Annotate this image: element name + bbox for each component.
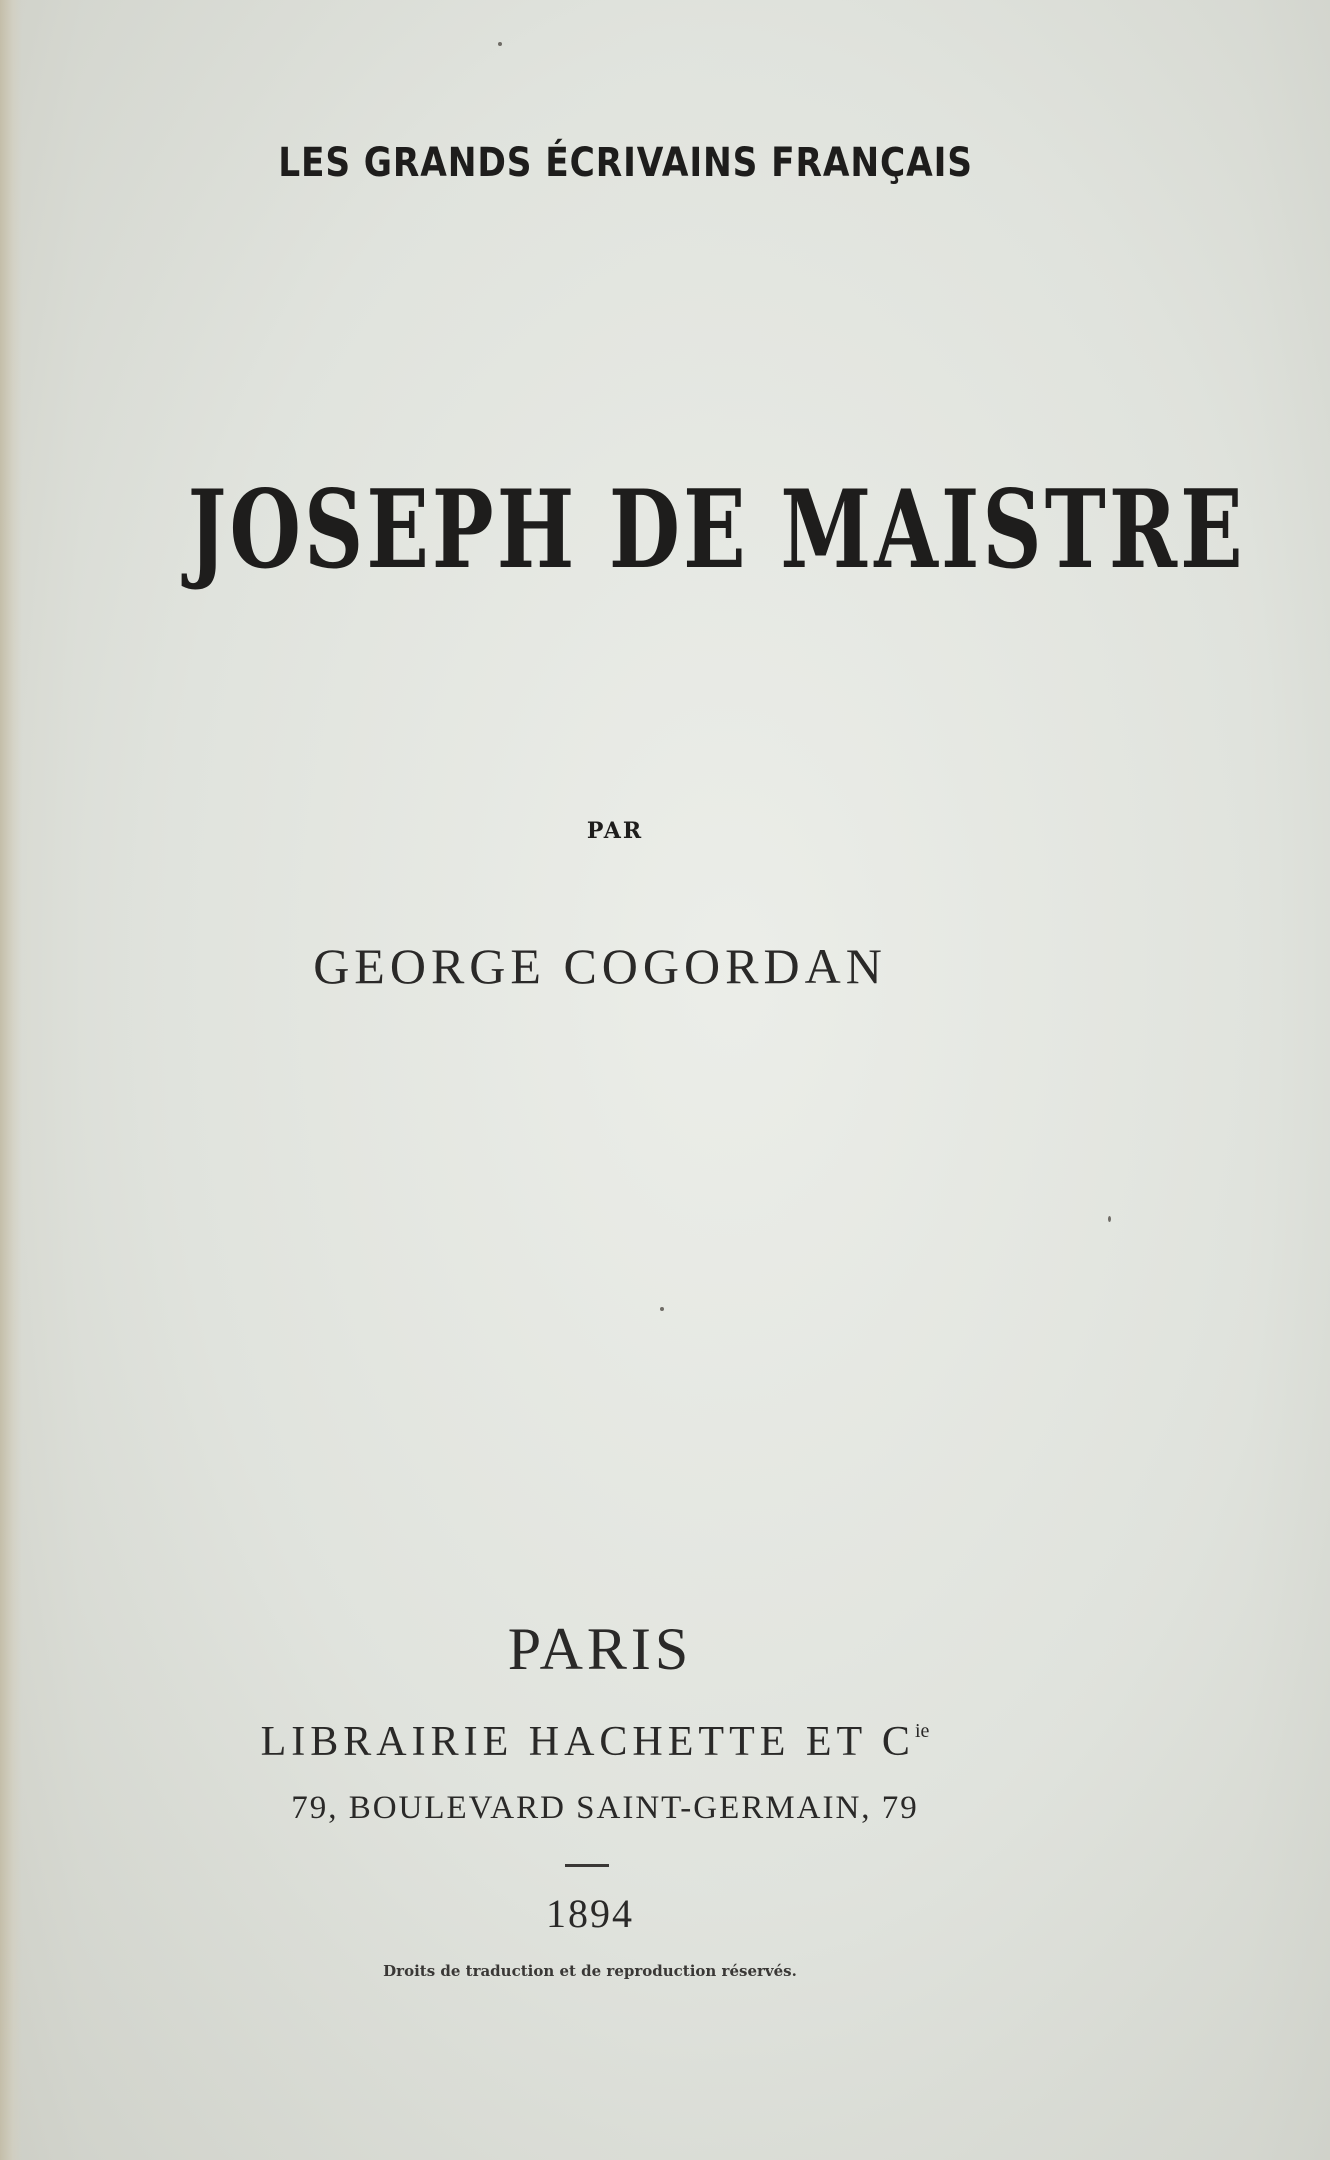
publication-year: 1894 [546, 1891, 634, 1936]
author-name: GEORGE COGORDAN [313, 938, 887, 994]
paper-speck [498, 42, 502, 46]
publisher-suffix: ie [914, 1720, 930, 1742]
divider-rule [565, 1864, 609, 1867]
page-binding-edge [0, 0, 22, 2160]
rights-notice: Droits de traduction et de reproduction réservés. [383, 1962, 797, 1980]
publisher-name [195, 1718, 995, 1766]
series-title: LES GRANDS ÉCRIVAINS FRANÇAIS [278, 140, 973, 186]
paper-speck [660, 1307, 664, 1311]
by-label: PAR [586, 818, 644, 844]
publisher-name-text: LIBRAIRIE HACHETTE ET C [260, 1719, 915, 1765]
book-title: JOSEPH DE MAISTRE [187, 467, 1246, 593]
paper-speck [1108, 1216, 1111, 1222]
publication-city: PARIS [507, 1616, 693, 1682]
publisher-address: 79, BOULEVARD SAINT-GERMAIN, 79 [291, 1790, 919, 1826]
